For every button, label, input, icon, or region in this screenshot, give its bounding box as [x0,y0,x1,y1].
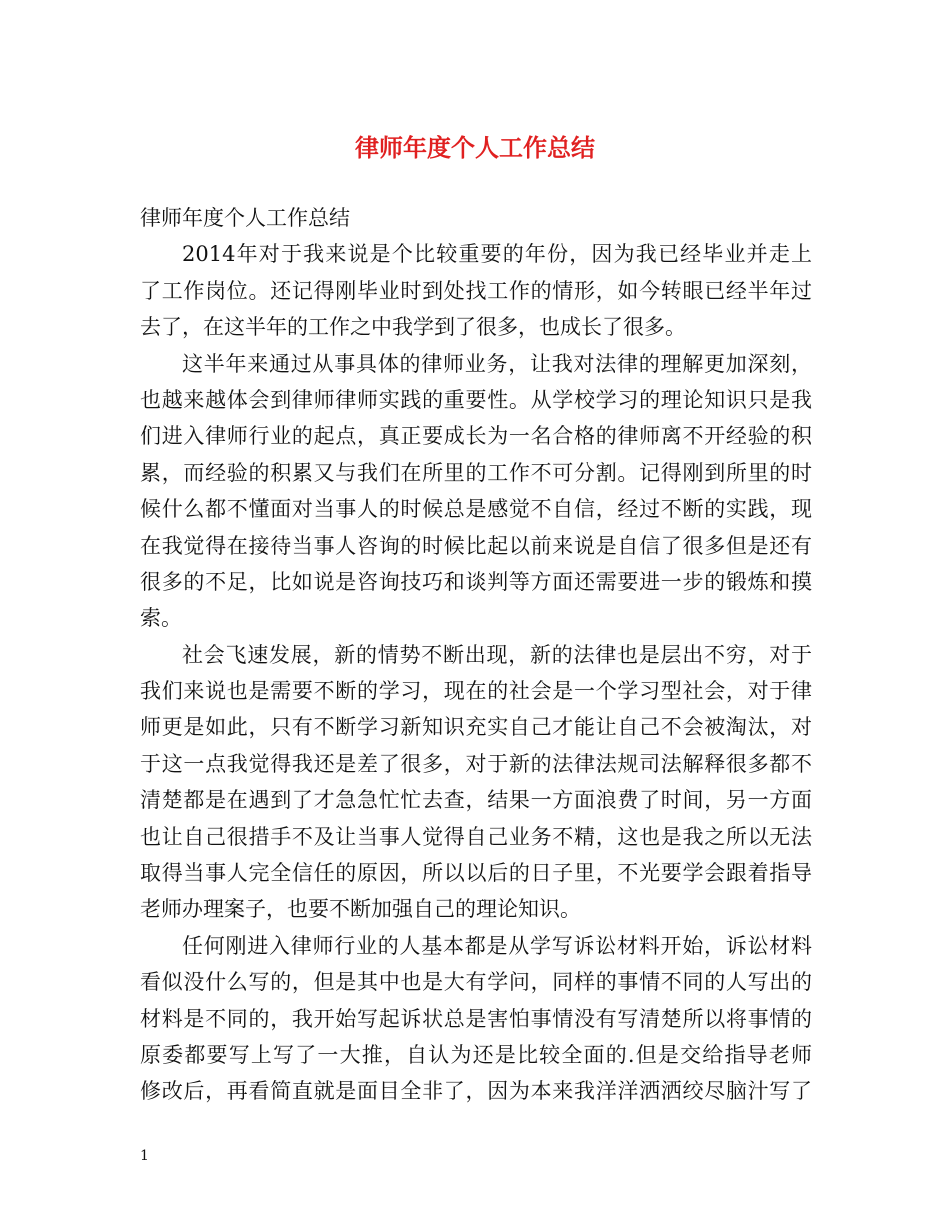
paragraph-4-line-5: 修改后，再看简直就是面目全非了，因为本来我洋洋洒洒绞尽脑汁写了 [140,1079,812,1104]
paragraph-2-line-6: 在我觉得在接待当事人咨询的时候比起以前来说是自信了很多但是还有 [140,533,812,558]
paragraph-3-line-4: 于这一点我觉得我还是差了很多，对于新的法律法规司法解释很多都不 [140,751,812,776]
paragraph-2-line-3: 们进入律师行业的起点，真正要成长为一名合格的律师离不开经验的积 [140,424,812,449]
paragraph-3-line-7: 取得当事人完全信任的原因，所以以后的日子里，不光要学会跟着指导 [140,861,812,886]
paragraph-2-line-4: 累，而经验的积累又与我们在所里的工作不可分割。记得刚到所里的时 [140,460,812,485]
paragraph-4-line-3: 材料是不同的，我开始写起诉状总是害怕事情没有写清楚所以将事情的 [140,1006,812,1031]
paragraph-2-line-5: 候什么都不懂面对当事人的时候总是感觉不自信，经过不断的实践，现 [140,497,812,522]
page-title: 律师年度个人工作总结 [355,134,595,162]
paragraph-1-line-2: 了工作岗位。还记得刚毕业时到处找工作的情形，如今转眼已经半年过 [140,278,812,303]
paragraph-2-line-7: 很多的不足，比如说是咨询技巧和谈判等方面还需要进一步的锻炼和摸 [140,569,812,594]
paragraph-3-line-1: 社会飞速发展，新的情势不断出现，新的法律也是层出不穷，对于 [182,642,812,667]
paragraph-3-line-3: 师更是如此，只有不断学习新知识充实自己才能让自己不会被淘汰，对 [140,715,812,740]
paragraph-3-line-6: 也让自己很措手不及让当事人觉得自己业务不精，这也是我之所以无法 [140,824,812,849]
document-body [140,200,812,1110]
paragraph-4-line-4: 原委都要写上写了一大推，自认为还是比较全面的.但是交给指导老师 [140,1042,812,1067]
paragraph-3-line-2: 我们来说也是需要不断的学习，现在的社会是一个学习型社会，对于律 [140,679,812,704]
paragraph-2-line-2: 也越来越体会到律师律师实践的重要性。从学校学习的理论知识只是我 [140,387,812,412]
paragraph-4-line-1: 任何刚进入律师行业的人基本都是从学写诉讼材料开始，诉讼材料 [182,933,812,958]
paragraph-3-line-8: 老师办理案子，也要不断加强自己的理论知识。 [140,897,581,922]
paragraph-2-line-8: 索。 [140,606,182,631]
paragraph-4-line-2: 看似没什么写的，但是其中也是大有学问，同样的事情不同的人写出的 [140,970,812,995]
paragraph-2-line-1: 这半年来通过从事具体的律师业务，让我对法律的理解更加深刻， [182,351,812,376]
paragraph-1-line-3: 去了，在这半年的工作之中我学到了很多，也成长了很多。 [140,315,686,340]
paragraph-1-line-1: 2014年对于我来说是个比较重要的年份，因为我已经毕业并走上 [182,242,812,267]
paragraph-3-line-5: 清楚都是在遇到了才急急忙忙去查，结果一方面浪费了时间，另一方面 [140,788,812,813]
page-number: 1 [140,1148,149,1164]
document-subtitle: 律师年度个人工作总结 [140,206,350,230]
